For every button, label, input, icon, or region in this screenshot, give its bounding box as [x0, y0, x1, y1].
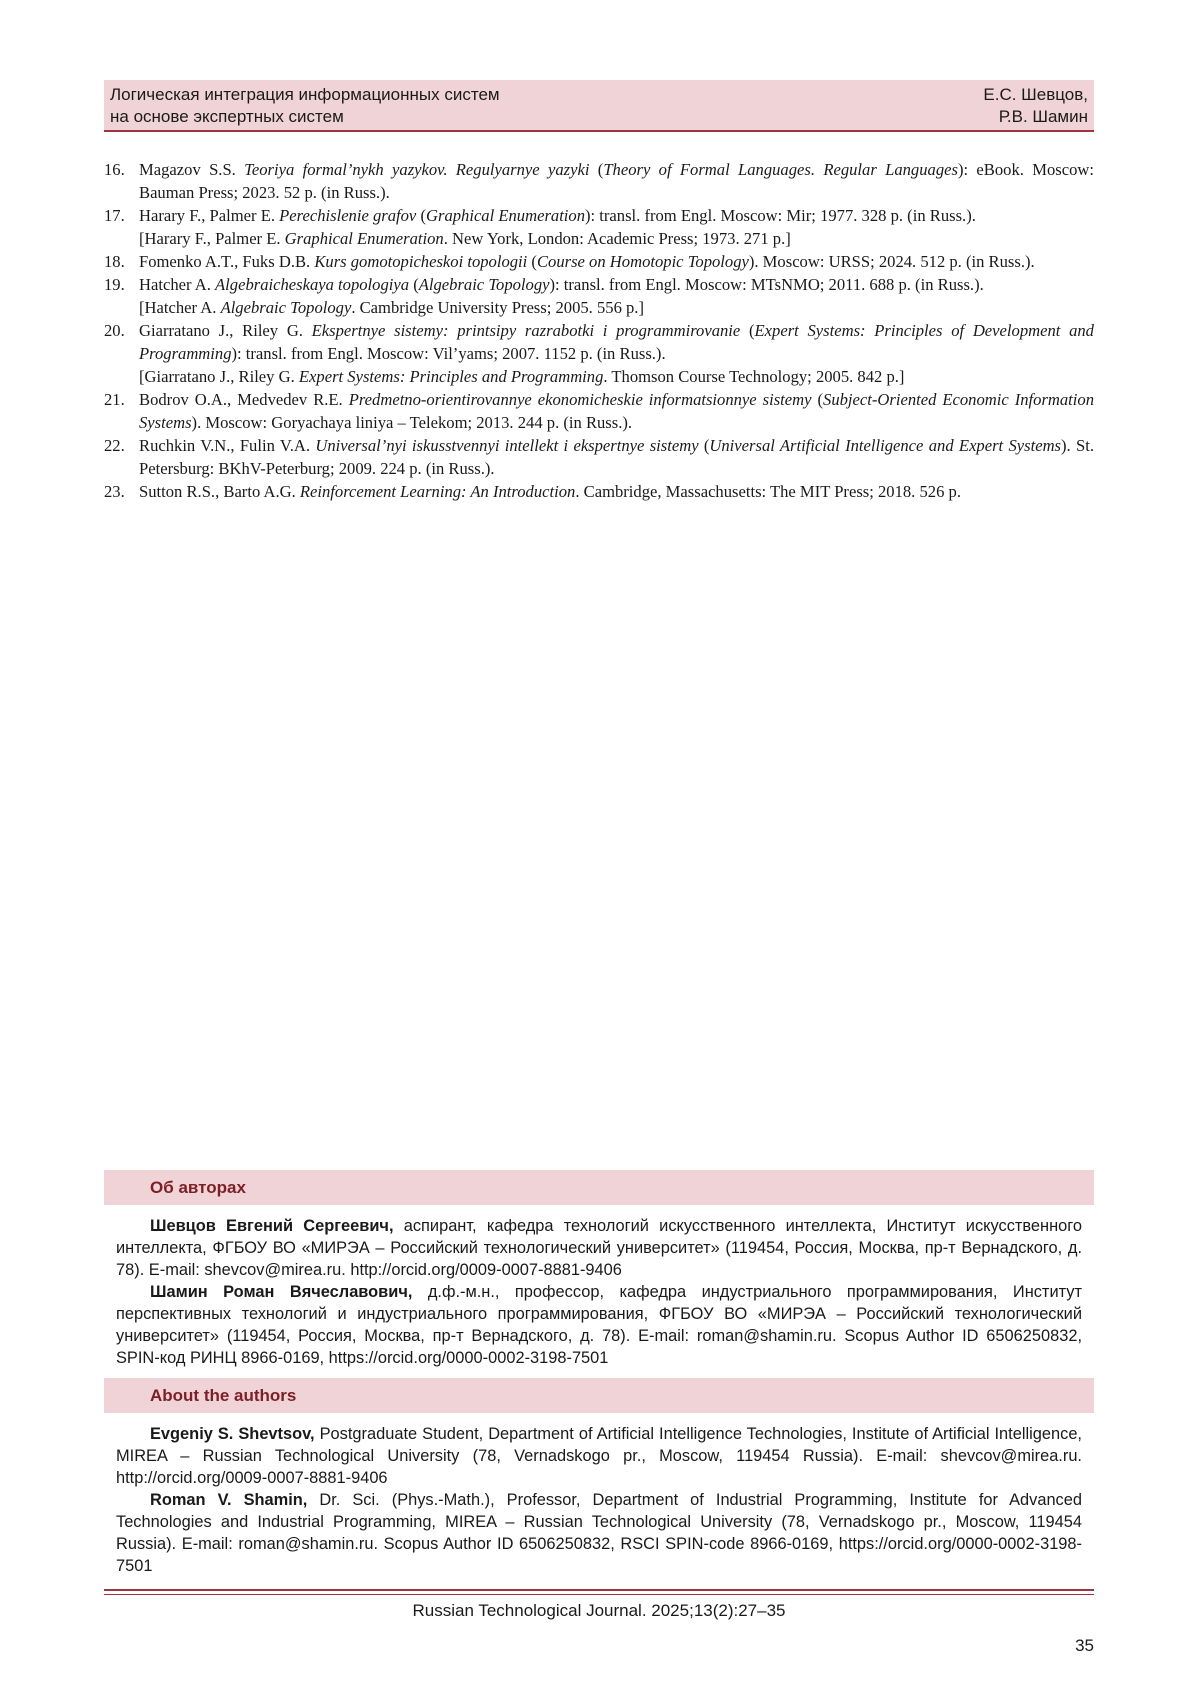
reference-item [104, 388, 1094, 434]
reference-original: [Harary F., Palmer E. Graphical Enumeration. New York, London: Academic Press; 1973. 271 p.] [139, 229, 791, 248]
reference-item [104, 250, 1094, 273]
about-authors-ru-heading: Об авторах [104, 1170, 1094, 1205]
article-title-line: Логическая интеграция информационных систем [110, 85, 500, 104]
reference-number: 17. [104, 206, 125, 225]
reference-number: 19. [104, 275, 125, 294]
author-line: Р.В. Шамин [998, 107, 1088, 126]
reference-text: Fomenko A.T., Fuks D.B. Kurs gomotopicheskoi topologii (Course on Homotopic Topology). Moscow: URSS; 2024. 512 p. (in Russ.). [139, 252, 1035, 271]
author-bio [116, 1281, 1082, 1369]
reference-number: 18. [104, 252, 125, 271]
reference-number: 21. [104, 390, 125, 409]
article-title-line: на основе экспертных систем [110, 107, 344, 126]
reference-item [104, 204, 1094, 250]
running-header [104, 80, 1094, 132]
author-name: Шевцов Евгений Сергеевич, [150, 1217, 394, 1235]
reference-text: Ruchkin V.N., Fulin V.A. Universal’nyi iskusstvennyi intellekt i ekspertnye sistemy (Universal Artificial Intelligence and Expert Systems). St. Petersburg: BKhV-Peterburg; 2009. 224 p. (in Russ.). [139, 436, 1094, 478]
about-authors-en-heading: About the authors [104, 1378, 1094, 1413]
author-details: д.ф.-м.н., профессор, кафедра индустриального программирования, Институт перспективных технологий и индустриального программирования, ФГБОУ ВО «МИРЭА – Российский технологический университет» (119454, Россия, Москва, пр-т Вернадского, д. 78). E-mail: roman@shamin.ru. Scopus Author ID 6506250832, SPIN-код РИНЦ 8966-0169, https://orcid.org/0000-0002-3198-7501 [116, 1283, 1082, 1367]
reference-item [104, 480, 1094, 503]
author-bio [116, 1423, 1082, 1489]
reference-text: Hatcher A. Algebraicheskaya topologiya (Algebraic Topology): transl. from Engl. Moscow: MTsNMO; 2011. 688 p. (in Russ.). [139, 275, 984, 294]
footer-rule [104, 1589, 1094, 1591]
reference-item [104, 319, 1094, 388]
reference-text: Bodrov O.A., Medvedev R.E. Predmetno-orientirovannye ekonomicheskie informatsionnye sistemy (Subject-Oriented Economic Information Systems). Moscow: Goryachaya liniya – Telekom; 2013. 244 p. (in Russ.). [139, 390, 1094, 432]
reference-item [104, 158, 1094, 204]
author-name: Шамин Роман Вячеславович, [150, 1283, 413, 1301]
author-name: Roman V. Shamin, [150, 1491, 308, 1509]
author-details: аспирант, кафедра технологий искусственного интеллекта, Институт искусственного интеллекта, ФГБОУ ВО «МИРЭА – Российский технологический университет» (119454, Россия, Москва, пр-т Вернадского, д. 78). E-mail: shevcov@mirea.ru. http://orcid.org/0009-0007-8881-9406 [116, 1217, 1082, 1279]
author-bio [116, 1215, 1082, 1281]
article-title [110, 84, 500, 128]
author-line: Е.С. Шевцов, [983, 85, 1088, 104]
reference-text: Giarratano J., Riley G. Ekspertnye sistemy: printsipy razrabotki i programmirovanie (Expert Systems: Principles of Development and Programming): transl. from Engl. Moscow: Vil’yams; 2007. 1152 p. (in Russ.). [139, 321, 1094, 363]
author-bio [116, 1489, 1082, 1577]
reference-list [104, 158, 1094, 503]
reference-item [104, 273, 1094, 319]
article-authors [983, 84, 1088, 128]
reference-text: Harary F., Palmer E. Perechislenie grafov (Graphical Enumeration): transl. from Engl. Moscow: Mir; 1977. 328 p. (in Russ.). [139, 206, 976, 225]
author-name: Evgeniy S. Shevtsov, [150, 1425, 315, 1443]
reference-number: 23. [104, 482, 125, 501]
journal-citation: Russian Technological Journal. 2025;13(2):27–35 [412, 1601, 786, 1620]
reference-text: Sutton R.S., Barto A.G. Reinforcement Learning: An Introduction. Cambridge, Massachusetts: The MIT Press; 2018. 526 p. [139, 482, 961, 501]
reference-original: [Giarratano J., Riley G. Expert Systems: Principles and Programming. Thomson Course Technology; 2005. 842 p.] [139, 367, 905, 386]
reference-number: 22. [104, 436, 125, 455]
page-number: 35 [1075, 1636, 1094, 1655]
reference-original: [Hatcher A. Algebraic Topology. Cambridge University Press; 2005. 556 p.] [139, 298, 644, 317]
reference-item [104, 434, 1094, 480]
author-details: Dr. Sci. (Phys.-Math.), Professor, Department of Industrial Programming, Institute for Advanced Technologies and Industrial Programming, MIREA – Russian Technological University (78, Vernadskogo pr., Moscow, 119454 Russia). E-mail: roman@shamin.ru. Scopus Author ID 6506250832, RSCI SPIN-code 8966-0169, https://orcid.org/0000-0002-3198-7501 [116, 1491, 1082, 1575]
reference-text: Magazov S.S. Teoriya formal’nykh yazykov. Regulyarnye yazyki (Theory of Formal Languages. Regular Languages): eBook. Moscow: Bauman Press; 2023. 52 p. (in Russ.). [139, 160, 1094, 202]
footer-rule [104, 1594, 1094, 1595]
about-authors-en [116, 1423, 1082, 1577]
about-authors-ru [116, 1215, 1082, 1369]
reference-number: 16. [104, 160, 125, 179]
reference-number: 20. [104, 321, 125, 340]
author-details: Postgraduate Student, Department of Artificial Intelligence Technologies, Institute of Artificial Intelligence, MIREA – Russian Technological University (78, Vernadskogo pr., Moscow, 119454 Russia). E-mail: shevcov@mirea.ru. http://orcid.org/0009-0007-8881-9406 [116, 1425, 1082, 1487]
